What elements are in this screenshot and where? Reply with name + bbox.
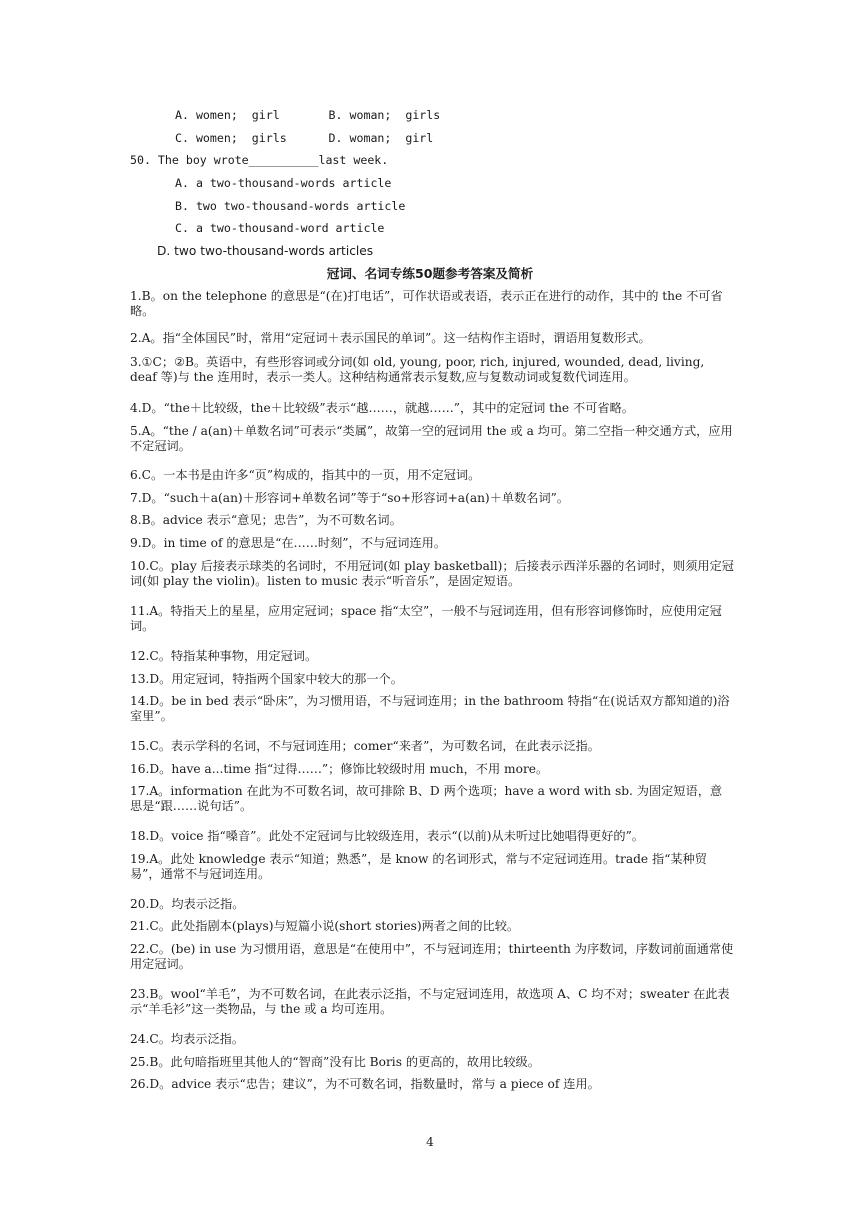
answer-6: 6.C。一本书是由许多“页”构成的，指其中的一页，用不定冠词。 xyxy=(130,468,481,482)
answer-24: 24.C。均表示泛指。 xyxy=(130,1032,245,1046)
answer-18: 18.D。voice 指“嗓音”。此处不定冠词与比较级连用，表示“(以前)从未听过比她唱得更好的”。 xyxy=(130,829,644,843)
answer-19: 19.A。此处 knowledge 表示“知道；熟悉”，是 know 的名词形式，常与不定冠词连用。trade 指“某种贸易”，通常不与冠词连用。 xyxy=(130,852,707,881)
answer-20: 20.D。均表示泛指。 xyxy=(130,897,245,911)
answer-16: 16.D。have a...time 指“过得……”；修饰比较级时用 much，不用 more。 xyxy=(130,762,549,776)
answer-3: 3.①C；②B。英语中，有些形容词或分词(如 old, young, poor, rich, injured, wounded, dead, living, deaf 等)与 the 连用时，表示一类人。这种结构通常表示复数,应与复数动词或复数代词连用。 xyxy=(130,355,705,384)
answer-1: 1.B。on the telephone 的意思是“(在)打电话”，可作状语或表语，表示正在进行的动作，其中的 the 不可省略。 xyxy=(130,289,723,318)
page-number: 4 xyxy=(426,1135,434,1149)
answer-25: 25.B。此句暗指班里其他人的“智商”没有比 Boris 的更高的，故用比较级。 xyxy=(130,1055,540,1069)
q50-option-d: D. two two-thousand-words articles xyxy=(157,244,374,258)
answer-14: 14.D。be in bed 表示“卧床”，为习惯用语，不与冠词连用；in the bathroom 特指“在(说话双方都知道的)浴室里”。 xyxy=(130,694,730,723)
section-title: 冠词、名词专练50题参考答案及简析 xyxy=(326,266,534,281)
answer-13: 13.D。用定冠词，特指两个国家中较大的那一个。 xyxy=(130,672,403,686)
q50-option-b: B. two two-thousand-words article xyxy=(175,199,406,213)
answer-2: 2.A。指“全体国民”时，常用“定冠词＋表示国民的单词”。这一结构作主语时，谓语用复数形式。 xyxy=(130,331,651,345)
answer-10: 10.C。play 后接表示球类的名词时，不用冠词(如 play basketball)；后接表示西洋乐器的名词时，则须用定冠词(如 play the violin)。listen to music 表示“听音乐”，是固定短语。 xyxy=(130,559,734,588)
answer-7: 7.D。“such＋a(an)＋形容词+单数名词”等于“so+形容词+a(an)＋单数名词”。 xyxy=(130,491,570,505)
q50-stem: 50. The boy wrote__________last week. xyxy=(130,153,389,167)
answer-26: 26.D。advice 表示“忠告；建议”，为不可数名词，指数量时，常与 a piece of 连用。 xyxy=(130,1077,600,1091)
answer-17: 17.A。information 在此为不可数名词，故可排除 B、D 两个选项；have a word with sb. 为固定短语，意思是“跟……说句话”。 xyxy=(130,784,723,813)
answer-5: 5.A。“the / a(an)＋单数名词”可表示“类属”，故第一空的冠词用 the 或 a 均可。第二空指一种交通方式，应用不定冠词。 xyxy=(130,424,733,453)
q50-option-c: C. a two-thousand-word article xyxy=(175,221,385,235)
answer-11: 11.A。特指天上的星星，应用定冠词；space 指“太空”，一般不与冠词连用，但有形容词修饰时，应使用定冠词。 xyxy=(130,604,722,633)
answer-15: 15.C。表示学科的名词，不与冠词连用；comer“来者”，为可数名词，在此表示泛指。 xyxy=(130,739,600,753)
q50-option-a: A. a two-thousand-words article xyxy=(175,176,392,190)
answer-12: 12.C。特指某种事物，用定冠词。 xyxy=(130,649,318,663)
q49-options-row-1: A. women; girl B. woman; girls xyxy=(175,108,441,122)
answer-22: 22.C。(be) in use 为习惯用语，意思是“在使用中”，不与冠词连用；thirteenth 为序数词，序数词前面通常使用定冠词。 xyxy=(130,942,734,971)
answer-8: 8.B。advice 表示“意见；忠告”，为不可数名词。 xyxy=(130,513,402,527)
q49-options-row-2: C. women; girls D. woman; girl xyxy=(175,131,434,145)
answer-9: 9.D。in time of 的意思是“在……时刻”，不与冠词连用。 xyxy=(130,536,447,550)
answer-23: 23.B。wool“羊毛”，为不可数名词，在此表示泛指，不与定冠词连用，故选项 A、C 均不对；sweater 在此表示“羊毛衫”这一类物品，与 the 或 a 均可连用。 xyxy=(130,987,730,1016)
answer-21: 21.C。此处指剧本(plays)与短篇小说(short stories)两者之间的比较。 xyxy=(130,919,520,933)
answer-4: 4.D。“the＋比较级，the＋比较级”表示“越……，就越……”，其中的定冠词 the 不可省略。 xyxy=(130,401,634,415)
